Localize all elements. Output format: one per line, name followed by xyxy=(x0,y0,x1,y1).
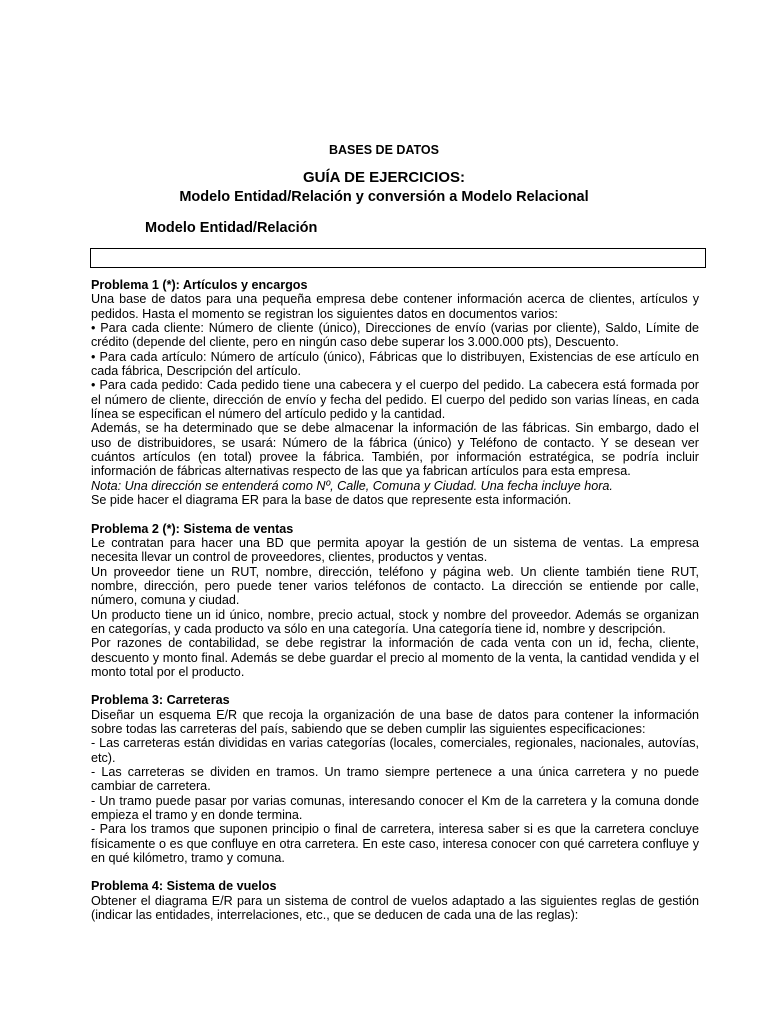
problem-1-paragraph: Una base de datos para una pequeña empresa debe contener información acerca de clientes, artículos y pedidos. Hasta el momento se registran los siguientes datos en documentos varios: xyxy=(91,292,699,321)
problem-1-note: Nota: Una dirección se entenderá como Nº, Calle, Comuna y Ciudad. Una fecha incluye hora. xyxy=(91,478,613,493)
section-title: Modelo Entidad/Relación xyxy=(145,220,318,236)
problem-2-title: Problema 2 (*): Sistema de ventas xyxy=(91,521,294,536)
problem-3-paragraph: - Las carreteras se dividen en tramos. Un tramo siempre pertenece a una única carretera y no puede cambiar de carretera. xyxy=(91,765,699,794)
guide-subtitle: Modelo Entidad/Relación y conversión a Modelo Relacional xyxy=(179,189,589,205)
empty-framed-box xyxy=(90,248,706,268)
problem-2-paragraph: Un producto tiene un id único, nombre, precio actual, stock y nombre del proveedor. Además se organizan en categorías, y cada producto va sólo en una categoría. Una categoría tiene id, nombre y descripción. xyxy=(91,607,699,636)
problem-3-paragraph: - Un tramo puede pasar por varias comunas, interesando conocer el Km de la carretera y la comuna donde empieza el tramo y en donde termina. xyxy=(91,793,699,823)
course-title: BASES DE DATOS xyxy=(329,143,439,157)
problem-4-paragraph: Obtener el diagrama E/R para un sistema de control de vuelos adaptado a las siguientes reglas de gestión (indicar las entidades, interrelaciones, etc., que se deducen de cada una de las reglas): xyxy=(91,893,699,923)
problem-1-title: Problema 1 (*): Artículos y encargos xyxy=(91,278,308,292)
guide-title: GUÍA DE EJERCICIOS: xyxy=(303,169,465,186)
problem-2-paragraph: Un proveedor tiene un RUT, nombre, dirección, teléfono y página web. Un cliente también tiene RUT, nombre, dirección, pero puede tener varios teléfonos de contacto. La dirección se entiende por calle, número, comuna y ciudad. xyxy=(91,564,699,608)
problem-2-paragraph: Le contratan para hacer una BD que permita apoyar la gestión de un sistema de ventas. La empresa necesita llevar un control de proveedores, clientes, productos y ventas. xyxy=(91,535,699,565)
problem-3-paragraph: - Las carreteras están divididas en varias categorías (locales, comerciales, regionales, nacionales, autovías, etc). xyxy=(91,736,699,765)
problem-3-paragraph: - Para los tramos que suponen principio o final de carretera, interesa saber si es que la carretera concluye físicamente o es que confluye en otra carretera. En este caso, interesa conocer con qué carretera confluye y en qué kilómetro, tramo y comuna. xyxy=(91,822,699,866)
problem-4-title: Problema 4: Sistema de vuelos xyxy=(91,879,277,894)
problem-1-paragraph: • Para cada artículo: Número de artículo (único), Fábricas que lo distribuyen, Existencias de ese artículo en cada fábrica, Descripción del artículo. xyxy=(91,349,699,379)
problem-1-paragraph: • Para cada cliente: Número de cliente (único), Direcciones de envío (varias por cliente), Saldo, Límite de crédito (depende del cliente, pero en ningún caso debe superar los 3.000.000 pts), Descuento. xyxy=(91,321,699,350)
problem-3-title: Problema 3: Carreteras xyxy=(91,693,230,708)
problem-1-closing: Se pide hacer el diagrama ER para la base de datos que represente esta información. xyxy=(91,493,572,508)
problem-2-paragraph: Por razones de contabilidad, se debe registrar la información de cada venta con un id, fecha, cliente, descuento y monto final. Además se debe guardar el precio al momento de la venta, la cantidad vendida y el monto total por el producto. xyxy=(91,636,699,679)
problem-1-paragraph: Además, se ha determinado que se debe almacenar la información de las fábricas. Sin embargo, dado el uso de distribuidores, se usará: Número de la fábrica (único) y Teléfono de contacto. Y se desean ver cuántos artículos (en total) provee la fábrica. También, por información estratégica, se podría incluir información de fábricas alternativas respecto de las que ya fabrican artículos para esta empresa. xyxy=(91,421,699,479)
problem-1-paragraph: • Para cada pedido: Cada pedido tiene una cabecera y el cuerpo del pedido. La cabecera está formada por el número de cliente, dirección de envío y fecha del pedido. El cuerpo del pedido son varias líneas, en cada línea se especifican el número del artículo pedido y la cantidad. xyxy=(91,378,699,422)
problem-3-paragraph: Diseñar un esquema E/R que recoja la organización de una base de datos para contener la información sobre todas las carreteras del país, sabiendo que se deben cumplir las siguientes especificaciones: xyxy=(91,707,699,736)
problems-content xyxy=(91,278,699,922)
